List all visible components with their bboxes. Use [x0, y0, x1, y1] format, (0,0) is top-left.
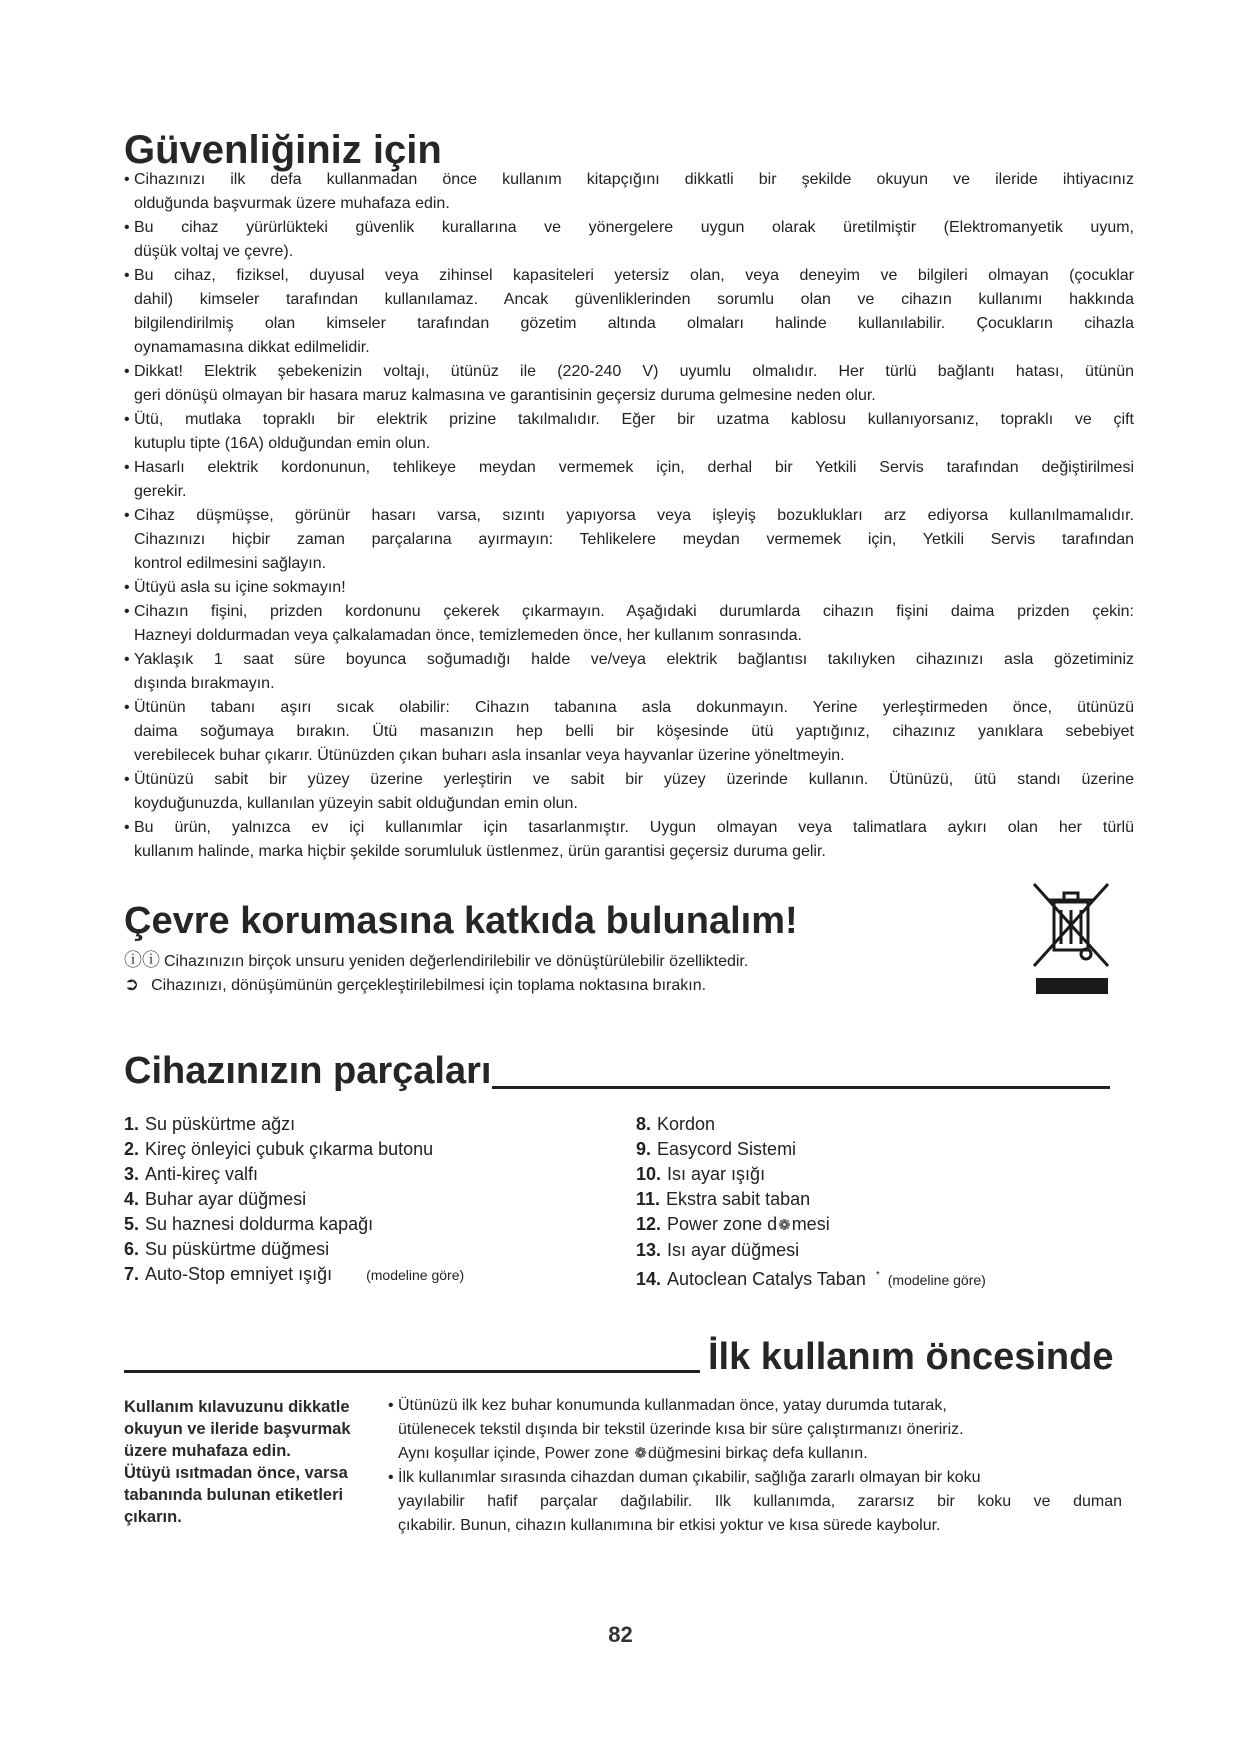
list-item: • Hasarlı elektrik kordonunun, tehlikeye meydan vermemek için, derhal bir Yetkili Servis tarafından değiştirilmesi gerekir.: [124, 456, 1134, 504]
environment-line-recyclable: [124, 948, 748, 974]
list-item: 11. Ekstra sabit taban: [636, 1189, 811, 1209]
list-item: 6. Su püskürtme düğmesi: [124, 1239, 330, 1259]
list-item: 12. Power zone d❁mesi: [636, 1212, 986, 1238]
first-use-title: İlk kullanım öncesinde: [708, 1336, 1114, 1378]
list-item: • Bu cihaz, fiziksel, duyusal veya zihinsel kapasiteleri yetersiz olan, veya deneyim ve bilgileri olmayan (çocuklar dahil) kimseler tarafından kullanılamaz. Ancak güvenliklerinden sorumlu olan ve cihazın kullanımı hakkında bilgilendirilmiş olan kimseler tarafından gözetim altında olmaları halinde kullanılabilir. Çocukların cihazla oynamamasına dikkat edilmelidir.: [124, 264, 1134, 360]
list-item: • Ütünüzü sabit bir yüzey üzerine yerleştirin ve sabit bir yüzey üzerinde kullanın. Ütünüzü, ütü standı üzerine koyduğunuzda, kullanılan yüzeyin sabit olduğundan emin olun.: [124, 768, 1134, 816]
first-use-title-rule: [124, 1370, 700, 1373]
list-item: • Ütünüzü ilk kez buhar konumunda kullanmadan önce, yatay durumda tutarak, ütülenecek tekstil dışında bir tekstil üzerinde kısa bir süre çalıştırmanızı öneririz. Aynı koşullar içinde, Power zone ❁düğmesini birkaç defa kullanın.: [388, 1394, 1122, 1466]
list-item: 1. Su püskürtme ağzı: [124, 1114, 296, 1134]
safety-list: [124, 168, 1134, 864]
parts-title: Cihazınızın parçaları: [124, 1050, 492, 1092]
list-item: 10. Isı ayar ışığı: [636, 1164, 766, 1184]
steam-burst-icon: ❁: [778, 1217, 791, 1234]
safety-title: Güvenliğiniz için: [124, 128, 442, 172]
list-item: 9. Easycord Sistemi: [636, 1139, 797, 1159]
first-use-list: [388, 1394, 1122, 1538]
list-item: • Cihaz düşmüşse, görünür hasarı varsa, sızıntı yapıyorsa veya işleyiş bozuklukları arz ediyorsa kullanılmamalıdır. Cihazınızı hiçbir zaman parçalarına ayırmayın: Tehlikelere meydan vermemek için, Yetkili Servis tarafından kontrol edilmesini sağlayın.: [124, 504, 1134, 576]
page-number: 82: [608, 1622, 633, 1647]
steam-burst-icon: ❁: [634, 1445, 647, 1462]
environment-title: Çevre korumasına katkıda bulunalım!: [124, 900, 798, 942]
list-item: • Yaklaşık 1 saat süre boyunca soğumadığı halde ve/veya elektrik bağlantısı takılıyken cihazınızı asla gözetiminiz dışında bırakmayın.: [124, 648, 1134, 696]
recycle-arrow-icon: ➲: [124, 974, 140, 994]
list-item: • Dikkat! Elektrik şebekenizin voltajı, ütünüz ile (220-240 V) uyumlu olmalıdır. Her türlü bağlantı hatası, ütünün geri dönüşü olmayan bir hasara maruz kalmasına ve garantisinin geçersiz duruma gelmesine neden olur.: [124, 360, 1134, 408]
list-item: • Ütüyü asla su içine sokmayın!: [124, 576, 1134, 600]
parts-list-right: [636, 1112, 986, 1293]
crossed-bin-icon: [1030, 880, 1114, 996]
list-item: • Bu cihaz yürürlükteki güvenlik kurallarına ve yönergelere uygun olarak üretilmiştir (Elektromanyetik uyum, düşük voltaj ve çevre).: [124, 216, 1134, 264]
list-item: 5. Su haznesi doldurma kapağı: [124, 1214, 374, 1234]
list-item: • İlk kullanımlar sırasında cihazdan duman çıkabilir, sağlığa zararlı olmayan bir koku yayılabilir hafif parçalar dağılabilir. Ilk kullanımda, zararsız bir koku ve duman çıkabilir. Bunun, cihazın kullanımına bir etkisi yoktur ve kısa sürede kaybolur.: [388, 1466, 1122, 1538]
footnote-mark: *: [875, 1270, 880, 1281]
environment-text-1: Cihazınızın birçok unsuru yeniden değerlendirilebilir ve dönüştürülebilir özelliktedir.: [164, 953, 749, 970]
list-item: • Cihazınızı ilk defa kullanmadan önce kullanım kitapçığını dikkatli bir şekilde okuyun ve ileride ihtiyacınız olduğunda başvurmak üzere muhafaza edin.: [124, 168, 1134, 216]
list-item: 8. Kordon: [636, 1114, 716, 1134]
parts-list-left: [124, 1112, 464, 1288]
side-note-remove-labels: Ütüyü ısıtmadan önce, varsa tabanında bulunan etiketleri çıkarın.: [124, 1464, 348, 1526]
model-note: (modeline göre): [887, 1272, 986, 1288]
list-item: 13. Isı ayar düğmesi: [636, 1240, 800, 1260]
environment-text-2: Cihazınızı, dönüşümünün gerçekleştirilebilmesi için toplama noktasına bırakın.: [151, 977, 707, 994]
model-note: (modeline göre): [366, 1267, 465, 1283]
environment-line-collection: [124, 972, 706, 998]
parts-title-rule: [492, 1086, 1110, 1089]
list-item: 2. Kireç önleyici çubuk çıkarma butonu: [124, 1139, 434, 1159]
list-item: • Ütünün tabanı aşırı sıcak olabilir: Cihazın tabanına asla dokunmayın. Yerine yerleştirmeden önce, ütünüzü daima soğumaya bırakın. Ütü masanızın hep belli bir köşesinde ütü yaptığınız, cihazınız yanıklara sebebiyet verebilecek buhar çıkarır. Ütünüzden çıkan buharı asla insanlar veya hayvanlar üzerine yöneltmeyin.: [124, 696, 1134, 768]
list-item: • Cihazın fişini, prizden kordonunu çekerek çıkarmayın. Aşağıdaki durumlarda cihazın fişini daima prizden çekin: Hazneyi doldurmadan veya çalkalamadan önce, temizlemeden önce, her kullanım sonrasında.: [124, 600, 1134, 648]
list-item: 4. Buhar ayar düğmesi: [124, 1189, 307, 1209]
info-icon: ⓘⓘ: [124, 950, 160, 970]
list-item: • Ütü, mutlaka topraklı bir elektrik prizine takılmalıdır. Eğer bir uzatma kablosu kullanıyorsanız, topraklı ve çift kutuplu tipte (16A) olduğundan emin olun.: [124, 408, 1134, 456]
side-note-read-manual: Kullanım kılavuzunu dikkatle okuyun ve ileride başvurmak üzere muhafaza edin.: [124, 1398, 351, 1460]
side-note: [124, 1396, 364, 1528]
list-item: 3. Anti-kireç valfı: [124, 1164, 259, 1184]
list-item: 7. Auto-Stop emniyet ışığı (modeline göre): [124, 1264, 465, 1284]
list-item: 14. Autoclean Catalys Taban * (modeline göre): [636, 1269, 986, 1289]
list-item: • Bu ürün, yalnızca ev içi kullanımlar için tasarlanmıştır. Uygun olmayan veya talimatlara aykırı olan her türlü kullanım halinde, marka hiçbir şekilde sorumluluk üstlenmez, ürün garantisi geçersiz duruma gelir.: [124, 816, 1134, 864]
